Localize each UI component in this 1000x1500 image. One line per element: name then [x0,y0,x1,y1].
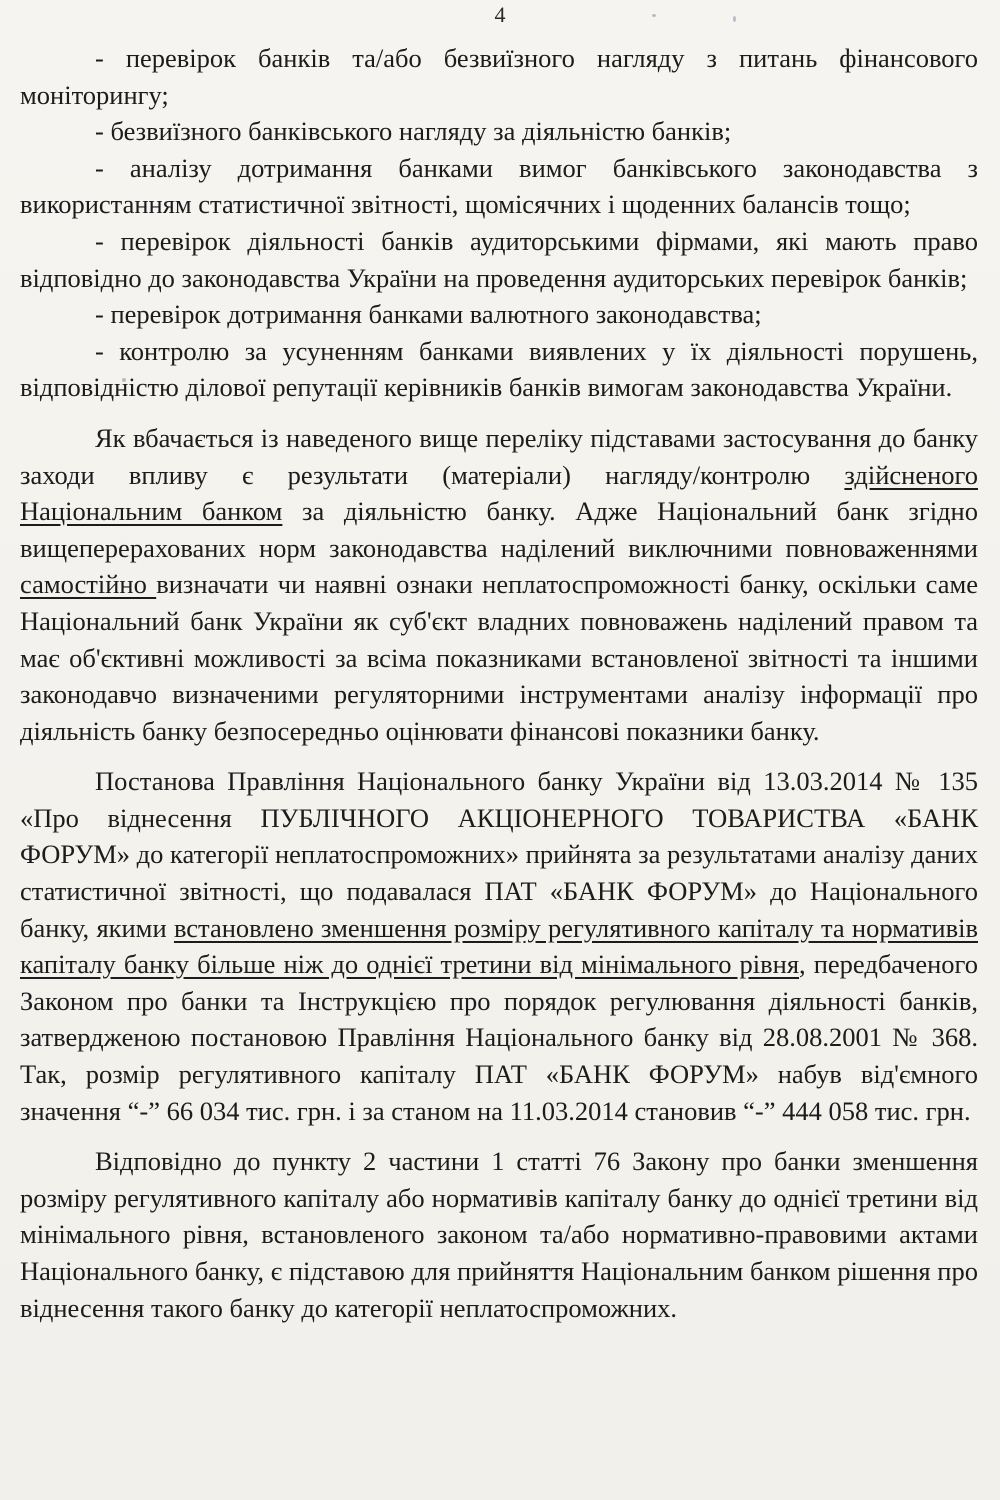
underlined-text: здійсненого Національним банком [20,459,978,527]
list-item: - контролю за усуненням банками виявлених у їх діяльності порушень, відповідністю ділової репутації керівників банків вимогам законодавства України. [20,335,978,403]
document-body [20,40,978,1326]
list-item: - аналізу дотримання банками вимог банківського законодавства з використанням статистичної звітності, щомісячних і щоденних балансів тощо; [20,152,978,220]
scan-speck [652,14,656,17]
paragraph: Відповідно до пункту 2 частини 1 статті 76 Закону про банки зменшення розміру регулятивного капіталу або нормативів капіталу банку до однієї третини від мінімального рівня, встановленого законом та/або нормативно-правовими актами Національного банку, є підставою для прийняття Національним банком рішення про віднесення такого банку до категорії неплатоспроможних. [20,1146,978,1323]
list-item: - безвиїзного банківського нагляду за діяльністю банків; [95,116,732,147]
list-item: - перевірок банків та/або безвиїзного нагляду з питань фінансового моніторингу; [20,43,978,110]
paragraph: Постанова Правління Національного банку України від 13.03.2014 № 135 «Про віднесення ПУБЛІЧНОГО АКЦІОНЕРНОГО ТОВАРИСТВА «БАНК ФОРУМ» до категорії неплатоспроможних» прийнята за результатами аналізу даних статистичної звітності, що подавалася ПАТ «БАНК ФОРУМ» до Національного банку, якими встановлено зменшення розміру регулятивного капіталу та нормативів капіталу банку більше ніж до однієї третини від мінімального рівня, передбаченого Законом про банки та Інструкцією про порядок регулювання діяльності банків, затвердженою постановою Правління Національного банку від 28.08.2001 № 368. Так, розмір регулятивного капіталу ПАТ «БАНК ФОРУМ» набув від'ємного значення “-” 66 034 тис. грн. і за станом на 11.03.2014 становив “-” 444 058 тис. грн. [20,766,978,1126]
list-item: - перевірок дотримання банками валютного законодавства; [95,299,762,330]
underlined-text: встановлено зменшення розміру регулятивного капіталу та нормативів капіталу банку більше ніж до однієї третини від мінімального рівня [20,912,978,980]
scan-speck [733,16,736,22]
underlined-text: самостійно [20,569,157,600]
page-number: 4 [494,2,506,27]
list-item: - перевірок діяльності банків аудиторськими фірмами, які мають право відповідно до законодавства України на проведення аудиторських перевірок банків; [20,225,978,293]
paragraph: Як вбачається із наведеного вище переліку підставами застосування до банку заходи впливу є результати (матеріали) нагляду/контролю здійсненого Національним банком за діяльністю банку. Адже Національний банк згідно вищеперерахованих норм законодавства наділений виключними повноваженнями самостійно визначати чи наявні ознаки неплатоспроможності банку, оскільки саме Національний банк України як суб'єкт владних повноважень наділений правом та має об'єктивні можливості за всіма показниками встановленої звітності та іншими законодавчо визначеними регуляторними інструментами аналізу інформації про діяльність банку безпосередньо оцінювати фінансові показники банку. [20,422,978,746]
